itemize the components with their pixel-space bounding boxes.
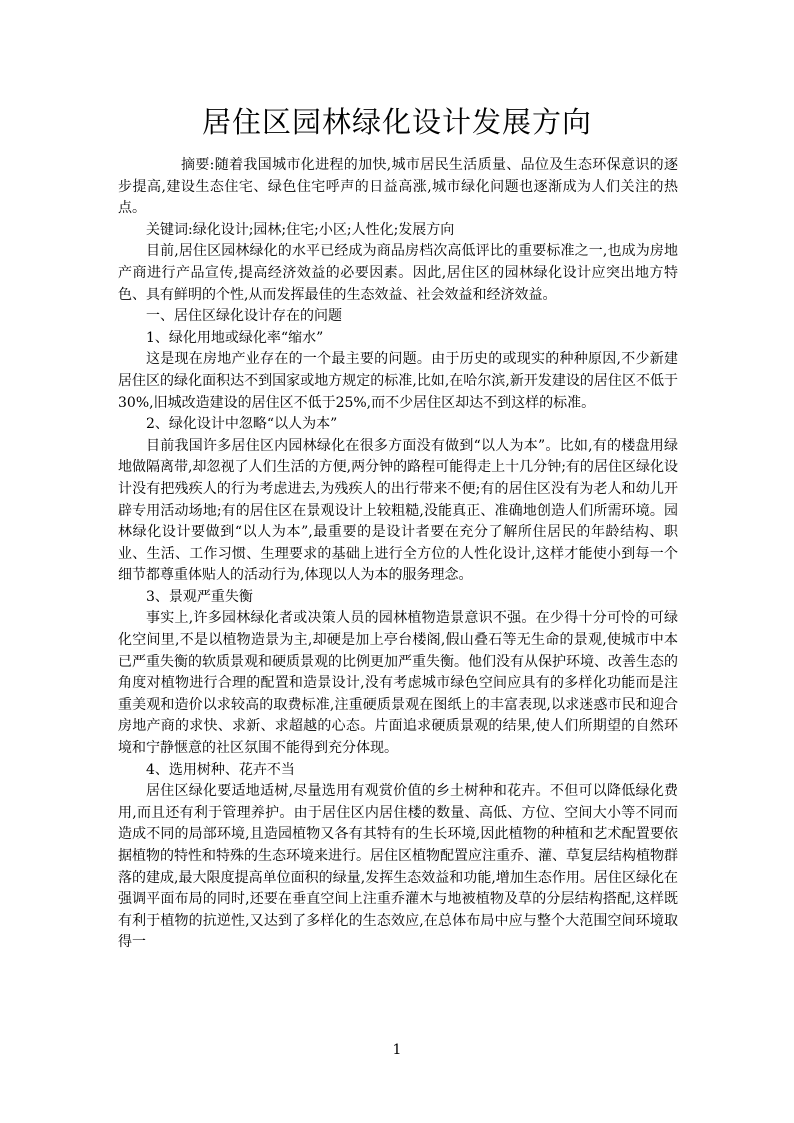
section-heading: 一、居住区绿化设计存在的问题 xyxy=(146,308,342,325)
body-paragraph: 目前,居住区园林绿化的水平已经成为商品房档次高低评比的重要标准之一,也成为房地产商进行产品宣传,提高经济效益的必要因素。因此,居住区的园林绿化设计应突出地方特色、具有鲜明的个性,从而发挥最佳的生态效益、社会效益和经济效益。 xyxy=(118,243,678,303)
keywords-paragraph: 关键词:绿化设计;园林;住宅;小区;人性化;发展方向 xyxy=(146,221,455,238)
subsection-heading: 4、选用树种、花卉不当 xyxy=(146,761,295,778)
body-paragraph: 目前我国许多居住区内园林绿化在很多方面没有做到“以人为本”。比如,有的楼盘用绿地做隔离带,却忽视了人们生活的方便,两分钟的路程可能得走上十几分钟;有的居住区绿化设计没有把残疾人的行为考虑进去,为残疾人的出行带来不便;有的居住区没有为老人和幼儿开辟专用活动场地;有的居住区在景观设计上较粗糙,没能真正、准确地创造人们所需环境。园林绿化设计要做到“以人为本”,最重要的是设计者要在充分了解所住居民的年龄结构、职业、生活、工作习惯、生理要求的基础上进行全方位的人性化设计,这样才能使小到每一个细节都尊重体贴人的活动行为,体现以人为本的服务理念。 xyxy=(118,437,678,584)
page-number: 1 xyxy=(392,1042,402,1058)
subsection-heading: 2、绿化设计中忽略“以人为本” xyxy=(146,416,338,433)
document-title: 居住区园林绿化设计发展方向 xyxy=(201,105,592,139)
document-body xyxy=(118,155,678,954)
body-paragraph: 事实上,许多园林绿化者或决策人员的园林植物造景意识不强。在少得十分可怜的可绿化空间里,不是以植物造景为主,却硬是加上亭台楼阁,假山叠石等无生命的景观,使城市中本已严重失衡的软质景观和硬质景观的比例更加严重失衡。他们没有从保护环境、改善生态的角度对植物进行合理的配置和造景设计,没有考虑城市绿色空间应具有的多样化功能而是注重美观和造价以求较高的取费标准,注重硬质景观在图纸上的丰富表现,以求迷惑市民和迎合房地产商的求快、求新、求超越的心态。片面追求硬质景观的结果,使人们所期望的自然环境和宁静惬意的社区氛围不能得到充分体现。 xyxy=(118,610,678,757)
body-paragraph: 这是现在房地产业存在的一个最主要的问题。由于历史的或现实的种种原因,不少新建居住区的绿化面积达不到国家或地方规定的标准,比如,在哈尔滨,新开发建设的居住区不低于30%,旧城改造建设的居住区不低于25%,而不少居住区却达不到这样的标准。 xyxy=(118,351,678,411)
abstract-paragraph: 摘要:随着我国城市化进程的加快,城市居民生活质量、品位及生态环保意识的逐步提高,建设生态住宅、绿色住宅呼声的日益高涨,城市绿化问题也逐渐成为人们关注的热点。 xyxy=(118,157,678,217)
subsection-heading: 3、景观严重失衡 xyxy=(146,588,253,605)
subsection-heading: 1、绿化用地或绿化率“缩水” xyxy=(146,329,324,346)
body-paragraph: 居住区绿化要适地适树,尽量选用有观赏价值的乡土树种和花卉。不但可以降低绿化费用,而且还有利于管理养护。由于居住区内居住楼的数量、高低、方位、空间大小等不同而造成不同的局部环境,且造园植物又各有其特有的生长环境,因此植物的种植和艺术配置要依据植物的特性和特殊的生态环境来进行。居住区植物配置应注重乔、灌、草复层结构植物群落的建成,最大限度提高单位面积的绿量,发挥生态效益和功能,增加生态作用。居住区绿化在强调平面布局的同时,还要在垂直空间上注重乔灌木与地被植物及草的分层结构搭配,这样既有利于植物的抗逆性,又达到了多样化的生态效应,在总体布局中应与整个大范围空间环境取得一 xyxy=(118,783,678,951)
